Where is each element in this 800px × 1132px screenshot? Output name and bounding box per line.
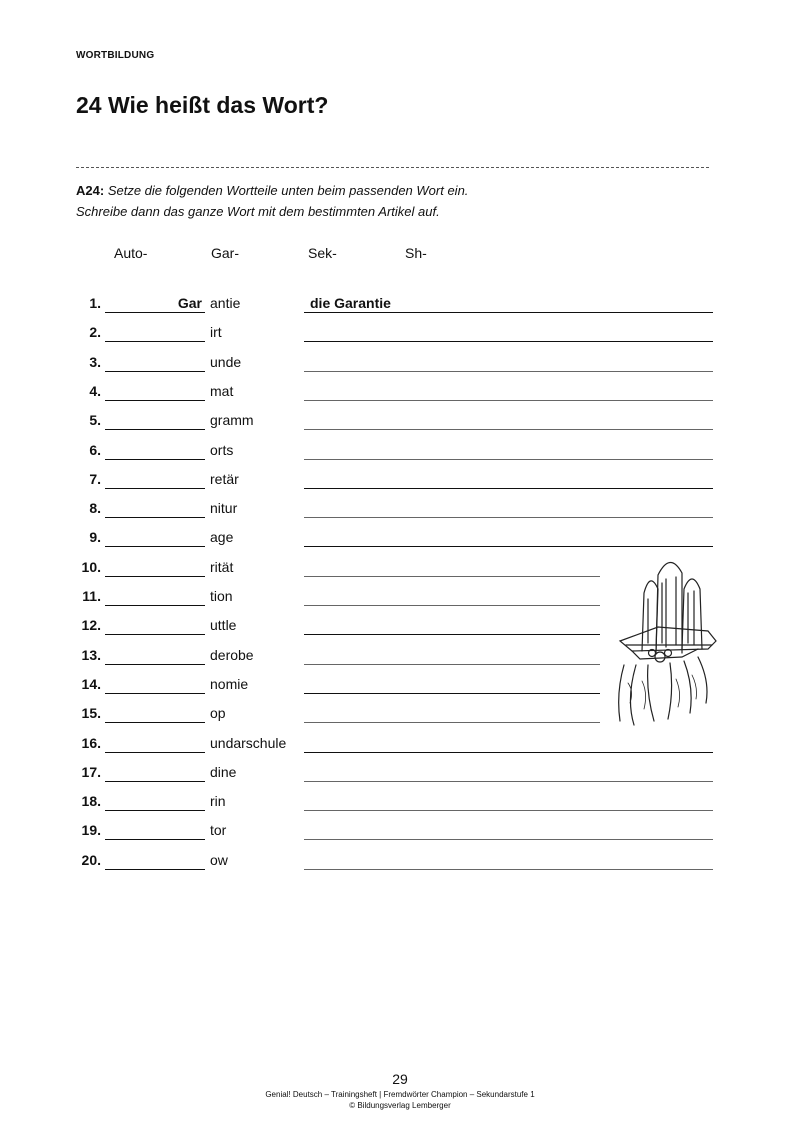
answer-line[interactable] xyxy=(304,341,713,342)
row-number: 9. xyxy=(89,529,101,546)
word-ending: derobe xyxy=(210,646,254,663)
page-number: 29 xyxy=(392,1071,408,1087)
row-number: 10. xyxy=(81,558,101,575)
exercise-row xyxy=(0,354,800,383)
word-ending: nomie xyxy=(210,675,249,692)
prefix-blank[interactable] xyxy=(105,634,205,635)
answer-line[interactable] xyxy=(304,781,713,782)
word-ending: tor xyxy=(210,822,227,839)
row-number: 15. xyxy=(81,705,101,722)
word-ending: retär xyxy=(210,470,239,487)
word-ending: dine xyxy=(210,763,237,780)
word-ending: op xyxy=(210,705,226,722)
exercise-row xyxy=(0,412,800,441)
answer-line[interactable] xyxy=(304,869,713,870)
prefix-blank[interactable] xyxy=(105,752,205,753)
word-part: Auto- xyxy=(114,245,148,261)
dashed-divider xyxy=(76,167,709,168)
answer-line[interactable] xyxy=(304,634,600,635)
exercise-row xyxy=(0,735,800,764)
answer-line[interactable] xyxy=(304,576,600,577)
answer-line[interactable] xyxy=(304,488,713,489)
prefix-blank[interactable] xyxy=(105,781,205,782)
answer-line[interactable] xyxy=(304,839,713,840)
row-number: 16. xyxy=(81,734,101,751)
prefix-blank[interactable] xyxy=(105,459,205,460)
prefix-filled: Gar xyxy=(177,295,202,311)
instruction-line-2: Schreibe dann das ganze Wort mit dem bestimmten Artikel auf. xyxy=(76,204,440,219)
row-number: 7. xyxy=(89,470,101,487)
answer-line[interactable] xyxy=(304,752,713,753)
prefix-blank[interactable] xyxy=(105,312,205,313)
word-ending: orts xyxy=(210,441,234,458)
word-ending: ow xyxy=(210,851,228,868)
answer-line[interactable] xyxy=(304,459,713,460)
space-shuttle-launch-icon xyxy=(612,553,718,731)
answer-line[interactable] xyxy=(304,664,600,665)
answer-line[interactable] xyxy=(304,605,600,606)
word-ending: rin xyxy=(210,793,226,810)
row-number: 20. xyxy=(81,851,101,868)
word-ending: tion xyxy=(210,588,233,604)
word-ending: mat xyxy=(210,382,234,399)
word-ending: rität xyxy=(210,558,234,575)
exercise-row xyxy=(0,295,800,324)
row-number: 2. xyxy=(89,324,101,341)
task-code: A24: xyxy=(76,183,105,198)
word-part: Sh- xyxy=(405,245,427,261)
row-number: 8. xyxy=(89,500,101,517)
row-number: 5. xyxy=(89,412,101,429)
row-number: 4. xyxy=(89,382,101,399)
section-label: WORTBILDUNG xyxy=(76,50,155,61)
word-ending: uttle xyxy=(210,617,237,634)
row-number: 12. xyxy=(81,617,101,634)
prefix-blank[interactable] xyxy=(105,722,205,723)
prefix-blank[interactable] xyxy=(105,371,205,372)
prefix-blank[interactable] xyxy=(105,839,205,840)
word-ending: undarschule xyxy=(210,734,287,751)
word-part: Sek- xyxy=(308,245,337,261)
prefix-blank[interactable] xyxy=(105,605,205,606)
answer-line[interactable] xyxy=(304,400,713,401)
exercise-row xyxy=(0,764,800,793)
word-ending: nitur xyxy=(210,500,238,517)
exercise-row xyxy=(0,442,800,471)
word-ending: gramm xyxy=(210,412,254,429)
prefix-blank[interactable] xyxy=(105,400,205,401)
row-number: 17. xyxy=(81,763,101,780)
answer-text: die Garantie xyxy=(310,295,391,311)
exercise-row xyxy=(0,471,800,500)
answer-line[interactable] xyxy=(304,722,600,723)
prefix-blank[interactable] xyxy=(105,664,205,665)
answer-line[interactable] xyxy=(304,693,600,694)
word-part: Gar- xyxy=(211,245,239,261)
exercise-row xyxy=(0,324,800,353)
row-number: 6. xyxy=(89,441,101,458)
exercise-row xyxy=(0,383,800,412)
answer-line[interactable] xyxy=(304,371,713,372)
answer-line[interactable] xyxy=(304,810,713,811)
footer-credit: Genial! Deutsch – Trainingsheft | Fremdwörter Champion – Sekundarstufe 1 xyxy=(265,1090,535,1099)
row-number: 3. xyxy=(89,353,101,370)
word-ending: antie xyxy=(210,295,241,311)
word-ending: age xyxy=(210,529,234,546)
row-number: 1. xyxy=(89,295,101,311)
prefix-blank[interactable] xyxy=(105,341,205,342)
instruction-line-1: Setze die folgenden Wortteile unten beim passenden Wort ein. xyxy=(107,183,469,198)
prefix-blank[interactable] xyxy=(105,576,205,577)
word-ending: unde xyxy=(210,353,242,370)
prefix-blank[interactable] xyxy=(105,810,205,811)
answer-line[interactable] xyxy=(304,517,713,518)
exercise-row xyxy=(0,500,800,529)
answer-line[interactable] xyxy=(304,546,713,547)
row-number: 14. xyxy=(81,675,101,692)
exercise-row xyxy=(0,822,800,851)
prefix-blank[interactable] xyxy=(105,546,205,547)
row-number: 13. xyxy=(81,646,101,663)
task-instructions xyxy=(76,180,716,222)
exercise-row xyxy=(0,852,800,881)
prefix-blank[interactable] xyxy=(105,869,205,870)
page-title: 24 Wie heißt das Wort? xyxy=(76,92,329,118)
prefix-blank[interactable] xyxy=(105,488,205,489)
row-number: 19. xyxy=(81,822,101,839)
row-number: 11. xyxy=(82,588,101,604)
word-ending: irt xyxy=(210,324,222,341)
answer-line[interactable] xyxy=(304,312,713,313)
exercise-row xyxy=(0,793,800,822)
footer-copyright: © Bildungsverlag Lemberger xyxy=(349,1101,451,1110)
prefix-blank[interactable] xyxy=(105,429,205,430)
prefix-blank[interactable] xyxy=(105,517,205,518)
row-number: 18. xyxy=(81,793,101,810)
prefix-blank[interactable] xyxy=(105,693,205,694)
answer-line[interactable] xyxy=(304,429,713,430)
